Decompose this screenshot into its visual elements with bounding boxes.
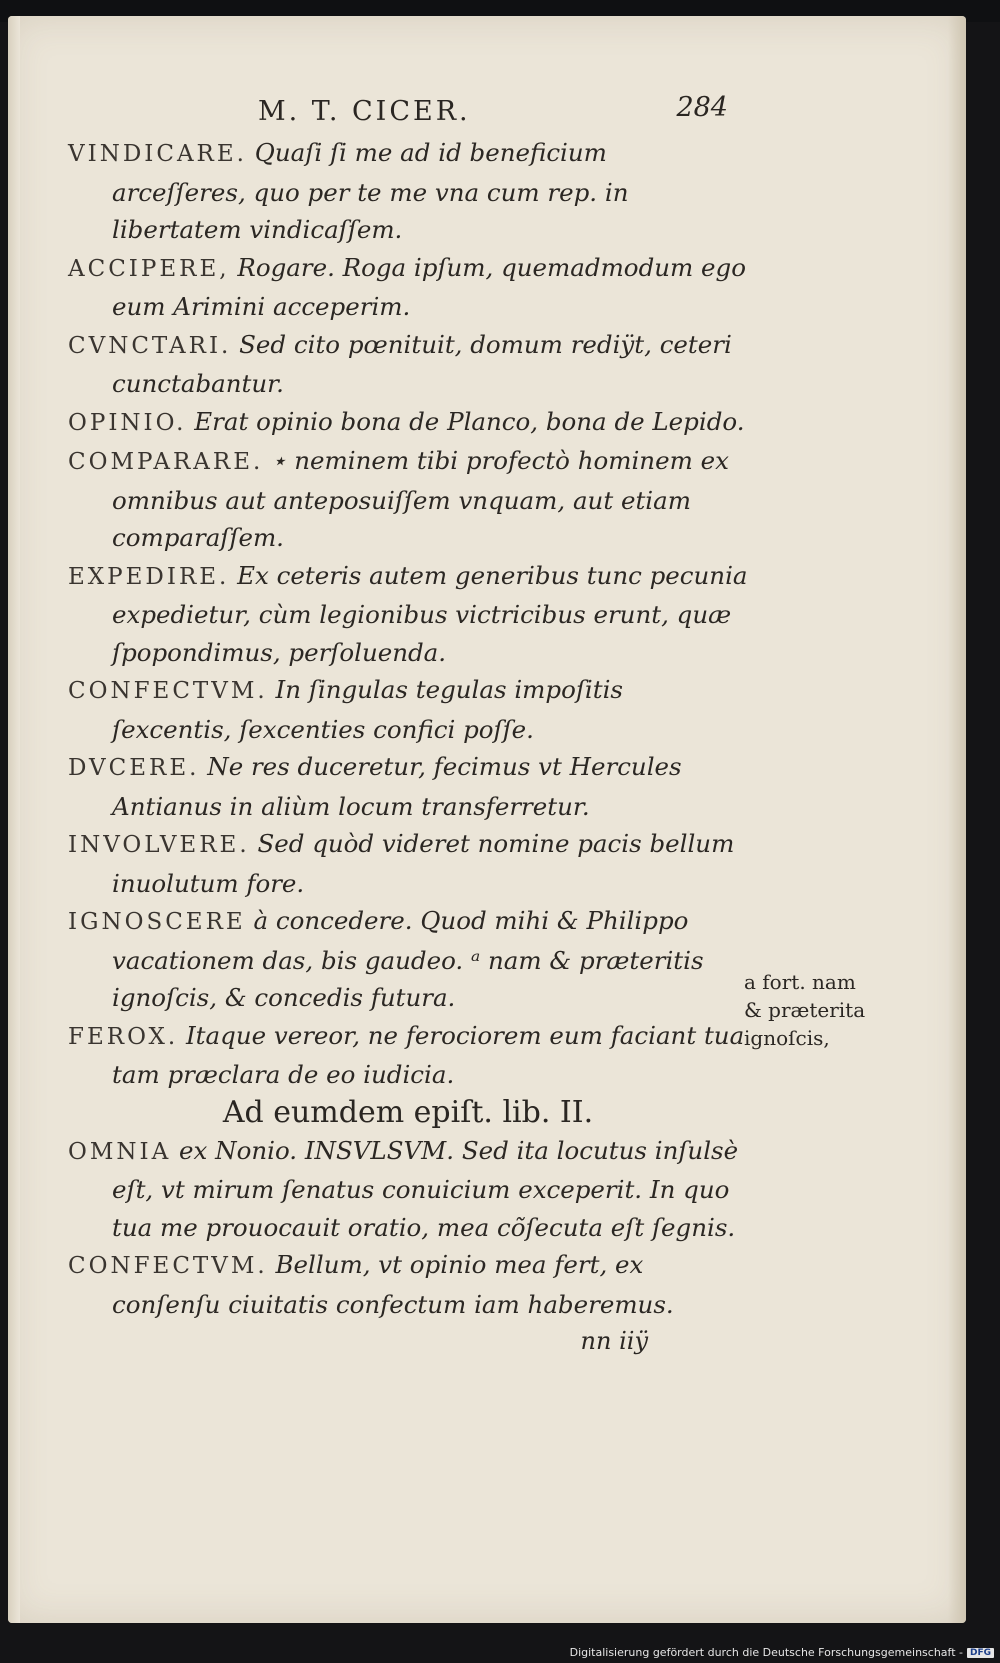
entry-comparare bbox=[68, 442, 748, 557]
entry-text: Ne res duceretur, fecimus vt Hercules Antianus in aliùm locum transferretur. bbox=[112, 752, 682, 821]
entry-keyword: CVNCTARI. bbox=[68, 332, 232, 359]
entry-keyword: OPINIO. bbox=[68, 409, 187, 436]
digitization-credit bbox=[570, 1646, 994, 1659]
entry-ducere bbox=[68, 748, 748, 825]
entry-confectum bbox=[68, 671, 748, 748]
entry-keyword: VINDICARE. bbox=[68, 141, 247, 167]
entry-accipere bbox=[68, 249, 748, 326]
marginal-note bbox=[744, 968, 904, 1052]
marginal-note-line: & præterita bbox=[744, 998, 866, 1022]
entry-text: Erat opinio bona de Planco, bona de Lepido. bbox=[194, 406, 745, 436]
main-text-column bbox=[68, 134, 748, 1359]
entry-text: Itaque vereor, ne ferociorem eum faciant tua tam præclara de eo iudicia. bbox=[112, 1020, 745, 1089]
entry-keyword: CONFECTVM. bbox=[68, 678, 268, 704]
entry-ignoscere bbox=[68, 902, 748, 1017]
entry-text: Quaſi ſi me ad id beneficium arceſſeres, quo per te me vna cum rep. in libertatem vindicaſſem. bbox=[112, 138, 629, 244]
entry-keyword: EXPEDIRE. bbox=[68, 563, 230, 590]
page-edge-shadow bbox=[948, 16, 966, 1623]
entry-keyword: CONFECTVM. bbox=[68, 1253, 268, 1279]
page-spine-shadow bbox=[8, 16, 20, 1623]
book-page bbox=[8, 16, 966, 1623]
entry-involvere bbox=[68, 825, 748, 902]
entry-keyword: OMNIA bbox=[68, 1138, 172, 1165]
entry-vindicare bbox=[68, 134, 748, 249]
page-number: 284 bbox=[676, 92, 728, 123]
entry-keyword: FEROX. bbox=[68, 1023, 179, 1050]
running-head: M. T. CICER. bbox=[258, 96, 471, 127]
signature-mark: nn iiÿ bbox=[580, 1327, 648, 1355]
entry-opinio bbox=[68, 403, 748, 443]
entry-keyword: COMPARARE. bbox=[68, 449, 264, 475]
entry-keyword: DVCERE. bbox=[68, 755, 200, 781]
entry-ferox bbox=[68, 1017, 748, 1094]
entry-text: ex Nonio. INSVLSVM. Sed ita locutus inſulsè eſt, vt mirum ſenatus conuicium exceperit. In quo tua me prouocauit oratio, mea cõſecuta eſt ſegnis. bbox=[112, 1135, 739, 1242]
entry-keyword: INVOLVERE. bbox=[68, 832, 250, 858]
entry-text: ⋆ neminem tibi profectò hominem ex omnibus aut anteposuiſſem vnquam, aut etiam comparaſſem. bbox=[112, 446, 729, 552]
page-header bbox=[258, 92, 728, 136]
entry-keyword: ACCIPERE, bbox=[68, 255, 230, 282]
marginal-note-line: a fort. nam bbox=[744, 970, 856, 994]
entry-text: Ex ceteris autem generibus tunc pecunia expedietur, cùm legionibus victricibus erunt, quæ ſpopondimus, perſoluenda. bbox=[112, 560, 748, 667]
section-heading: Ad eumdem epiſt. lib. II. bbox=[222, 1094, 594, 1130]
entry-text: à concedere. Quod mihi & Philippo vacationem das, bis gaudeo. ᵃ nam & præteritis ignoſcis, & concedis futura. bbox=[112, 906, 704, 1012]
entry-cunctari bbox=[68, 326, 748, 403]
entry-confectum-2 bbox=[68, 1246, 748, 1323]
credit-text: Digitalisierung gefördert durch die Deutsche Forschungsgemeinschaft - bbox=[569, 1646, 963, 1659]
marginal-note-line: ignoſcis, bbox=[744, 1026, 830, 1050]
entry-text: Sed quòd videret nomine pacis bellum inuolutum fore. bbox=[112, 829, 735, 898]
entry-text: Rogare. Roga ipſum, quemadmodum ego eum Arimini acceperim. bbox=[112, 252, 746, 321]
entry-omnia bbox=[68, 1132, 748, 1247]
dfg-logo: DFG bbox=[967, 1648, 994, 1658]
entry-text: In ſingulas tegulas impoſitis ſexcentis, ſexcenties confici poſſe. bbox=[112, 675, 624, 744]
entry-keyword: IGNOSCERE bbox=[68, 909, 246, 935]
entry-text: Sed cito pœnituit, domum rediÿt, ceteri cunctabantur. bbox=[112, 329, 732, 398]
entry-expedire bbox=[68, 557, 748, 672]
entry-text: Bellum, vt opinio mea fert, ex conſenſu ciuitatis confectum iam haberemus. bbox=[112, 1250, 674, 1319]
